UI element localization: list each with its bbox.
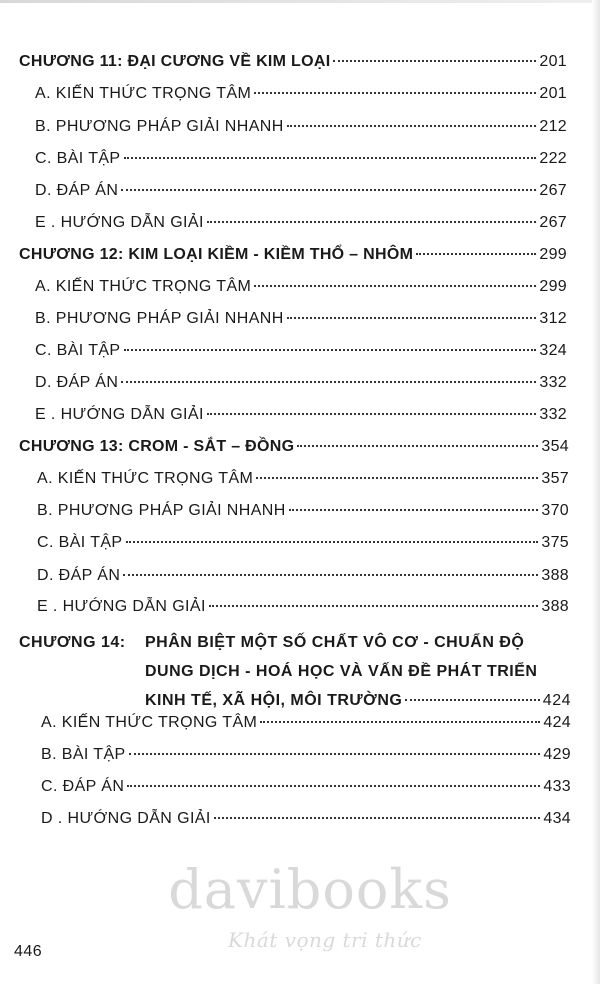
toc-item-label: D. ĐÁP ÁN	[35, 374, 119, 391]
toc-page-number: 201	[539, 53, 567, 70]
toc-chapter-12	[19, 245, 567, 265]
chapter-14-title-line-3: KINH TẾ, XÃ HỘI, MÔI TRƯỜNG	[145, 692, 403, 709]
dot-leader	[333, 60, 536, 62]
toc-item	[37, 566, 569, 586]
dot-leader	[254, 92, 536, 94]
dot-leader	[129, 753, 541, 755]
dot-leader	[256, 477, 538, 479]
toc-item	[35, 405, 567, 425]
dot-leader	[214, 817, 541, 819]
toc-item	[35, 117, 567, 137]
toc-page-number: 332	[539, 406, 567, 423]
dot-leader	[254, 285, 536, 287]
toc-item	[35, 149, 567, 169]
toc-item	[41, 809, 571, 829]
toc-chapter-title: CHƯƠNG 13: CROM - SẮT – ĐỒNG	[19, 438, 295, 455]
dot-leader	[121, 381, 536, 383]
toc-page-number: 267	[539, 214, 567, 231]
dot-leader	[126, 541, 539, 543]
chapter-14-prefix: CHƯƠNG 14:	[19, 634, 126, 651]
chapter-14-title-line-2: DUNG DỊCH - HOÁ HỌC VÀ VẤN ĐỀ PHÁT TRIỂN	[145, 663, 538, 680]
toc-item-label: A. KIẾN THỨC TRỌNG TÂM	[41, 714, 258, 731]
dot-leader	[416, 253, 536, 255]
toc-page-number: 212	[539, 118, 567, 135]
toc-item-label: B. BÀI TẬP	[41, 746, 126, 763]
toc-item	[35, 277, 567, 297]
watermark-tagline: Khát vọng tri thức	[228, 928, 422, 952]
dot-leader	[287, 317, 537, 319]
toc-item	[41, 777, 571, 797]
toc-page-number: 332	[539, 374, 567, 391]
toc-page-number: 357	[541, 470, 569, 487]
toc-chapter-13	[19, 437, 569, 457]
toc-page-number: 299	[539, 246, 567, 263]
toc-chapter-title: CHƯƠNG 11: ĐẠI CƯƠNG VỀ KIM LOẠI	[19, 53, 331, 70]
toc-item-label: D . HƯỚNG DẪN GIẢI	[41, 810, 211, 827]
dot-leader	[287, 125, 537, 127]
toc-page-number: 429	[543, 746, 571, 763]
page-top-edge	[0, 0, 600, 3]
toc-item-label: B. PHƯƠNG PHÁP GIẢI NHANH	[37, 502, 286, 519]
dot-leader	[297, 445, 538, 447]
dot-leader	[124, 157, 537, 159]
toc-page-number: 201	[539, 85, 567, 102]
toc-item	[35, 84, 567, 104]
dot-leader	[124, 349, 537, 351]
page-number: 446	[14, 943, 43, 960]
chapter-14-line-3	[19, 686, 571, 715]
dot-leader	[123, 574, 538, 576]
toc-page-number: 424	[542, 692, 571, 709]
toc-item	[35, 181, 567, 201]
toc-item	[37, 501, 569, 521]
dot-leader	[121, 189, 536, 191]
toc-page-number: 324	[539, 342, 567, 359]
toc-item-label: B. PHƯƠNG PHÁP GIẢI NHANH	[35, 310, 284, 327]
toc-page-number: 299	[539, 278, 567, 295]
toc-item-label: A. KIẾN THỨC TRỌNG TÂM	[35, 278, 252, 295]
toc-page-number: 388	[541, 567, 569, 584]
toc-item-label: A. KIẾN THỨC TRỌNG TÂM	[35, 85, 252, 102]
toc-item-label: C. BÀI TẬP	[35, 342, 121, 359]
dot-leader	[260, 721, 540, 723]
toc-item	[37, 597, 569, 617]
toc-page-number: 434	[543, 810, 571, 827]
toc-page-number: 433	[543, 778, 571, 795]
toc-item-label: A. KIẾN THỨC TRỌNG TÂM	[37, 470, 254, 487]
toc-item-label: D. ĐÁP ÁN	[37, 567, 121, 584]
dot-leader	[405, 699, 539, 701]
toc-page-number: 388	[541, 598, 569, 615]
toc-item-label: E . HƯỚNG DẪN GIẢI	[37, 598, 206, 615]
toc-item	[35, 309, 567, 329]
toc-item	[37, 469, 569, 489]
toc-item	[35, 373, 567, 393]
page-right-edge	[592, 0, 600, 984]
toc-chapter-title: CHƯƠNG 12: KIM LOẠI KIỀM - KIỀM THỔ – NHÔM	[19, 246, 414, 263]
dot-leader	[127, 785, 540, 787]
dot-leader	[289, 509, 539, 511]
dot-leader	[207, 221, 537, 223]
toc-item-label: B. PHƯƠNG PHÁP GIẢI NHANH	[35, 118, 284, 135]
chapter-14-line-1	[19, 628, 571, 657]
toc-page-number: 370	[541, 502, 569, 519]
toc-item-label: C. BÀI TẬP	[37, 534, 123, 551]
toc-page-number: 424	[543, 714, 571, 731]
toc-page-number: 354	[541, 438, 569, 455]
dot-leader	[207, 413, 537, 415]
toc-item	[37, 533, 569, 553]
toc-item-label: E . HƯỚNG DẪN GIẢI	[35, 214, 204, 231]
toc-page-number: 312	[539, 310, 567, 327]
toc-item-label: D. ĐÁP ÁN	[35, 182, 119, 199]
toc-item	[35, 341, 567, 361]
toc-item	[41, 745, 571, 765]
watermark-logo: davibooks	[168, 858, 452, 921]
toc-item	[41, 713, 571, 733]
chapter-14-title-line-1: PHÂN BIỆT MỘT SỐ CHẤT VÔ CƠ - CHUẨN ĐỘ	[145, 634, 525, 651]
toc-chapter-11	[19, 52, 567, 72]
toc-item-label: E . HƯỚNG DẪN GIẢI	[35, 406, 204, 423]
toc-page-number: 267	[539, 182, 567, 199]
toc-item-label: C. BÀI TẬP	[35, 150, 121, 167]
toc-page-number: 222	[539, 150, 567, 167]
toc-item-label: C. ĐÁP ÁN	[41, 778, 125, 795]
toc-page-number: 375	[541, 534, 569, 551]
toc-item	[35, 213, 567, 233]
toc-chapter-14	[19, 628, 571, 715]
dot-leader	[209, 605, 539, 607]
